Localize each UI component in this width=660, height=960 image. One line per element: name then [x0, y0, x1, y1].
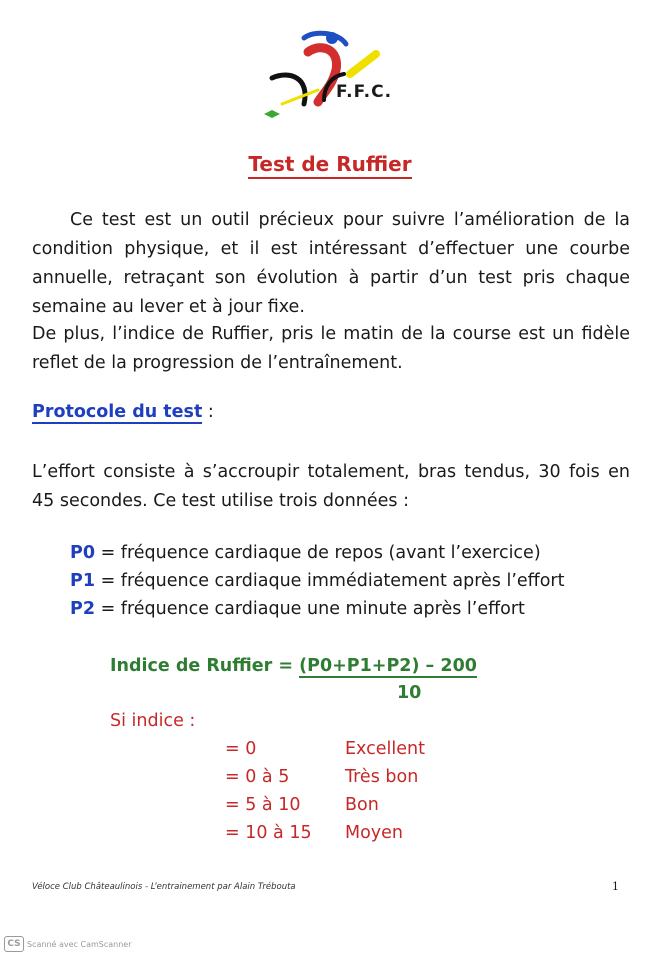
- footer-text: Véloce Club Châteaulinois - L’entrainement par Alain Trébouta: [32, 882, 296, 892]
- cyclist-logo-icon: [258, 30, 398, 126]
- scanner-watermark: [4, 936, 132, 952]
- definition-p2: P2 = fréquence cardiaque une minute après l’effort: [70, 599, 525, 619]
- intro-paragraph-2: De plus, l’indice de Ruffier, pris le matin de la course est un fidèle reflet de la progression de l’entraînement.: [32, 324, 630, 373]
- scale-value: Moyen: [345, 823, 404, 843]
- scale-label: Si indice :: [110, 711, 196, 731]
- page-title: Test de Ruffier: [0, 152, 660, 176]
- scale-value: Très bon: [345, 767, 419, 787]
- effort-paragraph: L’effort consiste à s’accroupir totalement, bras tendus, 30 fois en 45 secondes. Ce test utilise trois données :: [32, 462, 630, 511]
- formula-denominator: 10: [397, 683, 422, 703]
- scale-range: = 0: [225, 739, 257, 759]
- scale-range: = 10 à 15: [225, 823, 312, 843]
- scale-range: = 0 à 5: [225, 767, 290, 787]
- scale-value: Excellent: [345, 739, 425, 759]
- intro-paragraph: Ce test est un outil précieux pour suivre l’amélioration de la condition physique, et il est intéressant d’effectuer une courbe annuelle, retraçant son évolution à partir d’un test pris chaque semaine au lever et à jour fixe.: [32, 210, 630, 317]
- scale-range: = 5 à 10: [225, 795, 301, 815]
- definition-p0: P0 = fréquence cardiaque de repos (avant l’exercice): [70, 543, 541, 563]
- protocol-heading: Protocole du test :: [32, 402, 214, 422]
- formula-numerator: (P0+P1+P2) – 200: [299, 656, 477, 676]
- ffc-logo: [258, 30, 398, 126]
- scanner-text: Scanné avec CamScanner: [27, 939, 132, 949]
- protocol-heading-link: Protocole du test: [32, 402, 203, 422]
- page-number: 1: [612, 880, 619, 893]
- ruffier-formula: Indice de Ruffier = (P0+P1+P2) – 200: [110, 656, 477, 676]
- logo-text: F.F.C.: [336, 82, 393, 102]
- scale-value: Bon: [345, 795, 379, 815]
- definition-p1: P1 = fréquence cardiaque immédiatement après l’effort: [70, 571, 565, 591]
- camscanner-icon: CS: [4, 936, 24, 952]
